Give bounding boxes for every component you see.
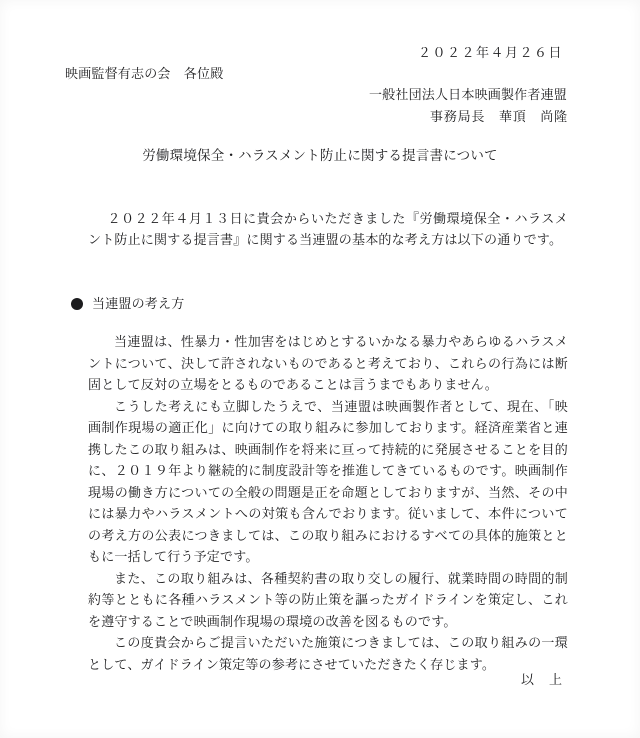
body-block: [88, 331, 568, 675]
sender-name-line: 事務局長 華頂 尚隆: [429, 109, 568, 124]
sender-org-line: 一般社団法人日本映画製作者連盟: [368, 87, 567, 102]
document-title: 労働環境保全・ハラスメント防止に関する提言書について: [142, 148, 498, 163]
body-paragraph: また、この取り組みは、各種契約書の取り交しの履行、就業時間の時間的制約等とともに各種ハラスメント等の防止策を謳ったガイドラインを策定し、これを遵守することで映画制作現場の環境の改善を図るものです。: [88, 570, 568, 629]
bullet-icon: [71, 298, 83, 310]
recipient-line: 映画監督有志の会 各位殿: [65, 66, 224, 81]
intro-paragraph: ２０２２年４月１３日に貴会からいただきました『労働環境保全・ハラスメント防止に関する提言書』に関する当連盟の基本的な考え方は以下の通りです。: [88, 211, 568, 247]
body-paragraph: この度貴会からご提言いただいた施策につきましては、この取り組みの一環として、ガイドライン策定等の参考にさせていただきたく存じます。: [88, 635, 568, 672]
body-paragraph: 当連盟は、性暴力・性加害をはじめとするいかなる暴力やあらゆるハラスメントについて、決して許されないものであると考えており、これらの行為には断固として反対の立場をとるものであることは言うまでもありません。: [88, 334, 568, 392]
date-line: ２０２２年４月２６日: [417, 45, 563, 60]
body-paragraph: こうした考えにも立脚したうえで、当連盟は映画製作者として、現在、「映画制作現場の適正化」に向けての取り組みに参加しております。経済産業省と連携したこの取り組みは、映画制作を将来に亘って持続的に発展させることを目的に、２０１９年より継続的に制度設計等を推進してきているものです。映画制作現場の働き方についての全般の問題是正を命題としておりますが、当然、その中には暴力やハラスメントへの対策も含んでおります。従いまして、本件についての考え方の公表につきましては、この取り組みにおけるすべての具体的施策とともに一括して行う予定です。: [88, 398, 568, 564]
closing-line: 以 上: [520, 672, 563, 687]
section-heading: 当連盟の考え方: [92, 296, 185, 311]
section-heading-row: [71, 293, 184, 315]
